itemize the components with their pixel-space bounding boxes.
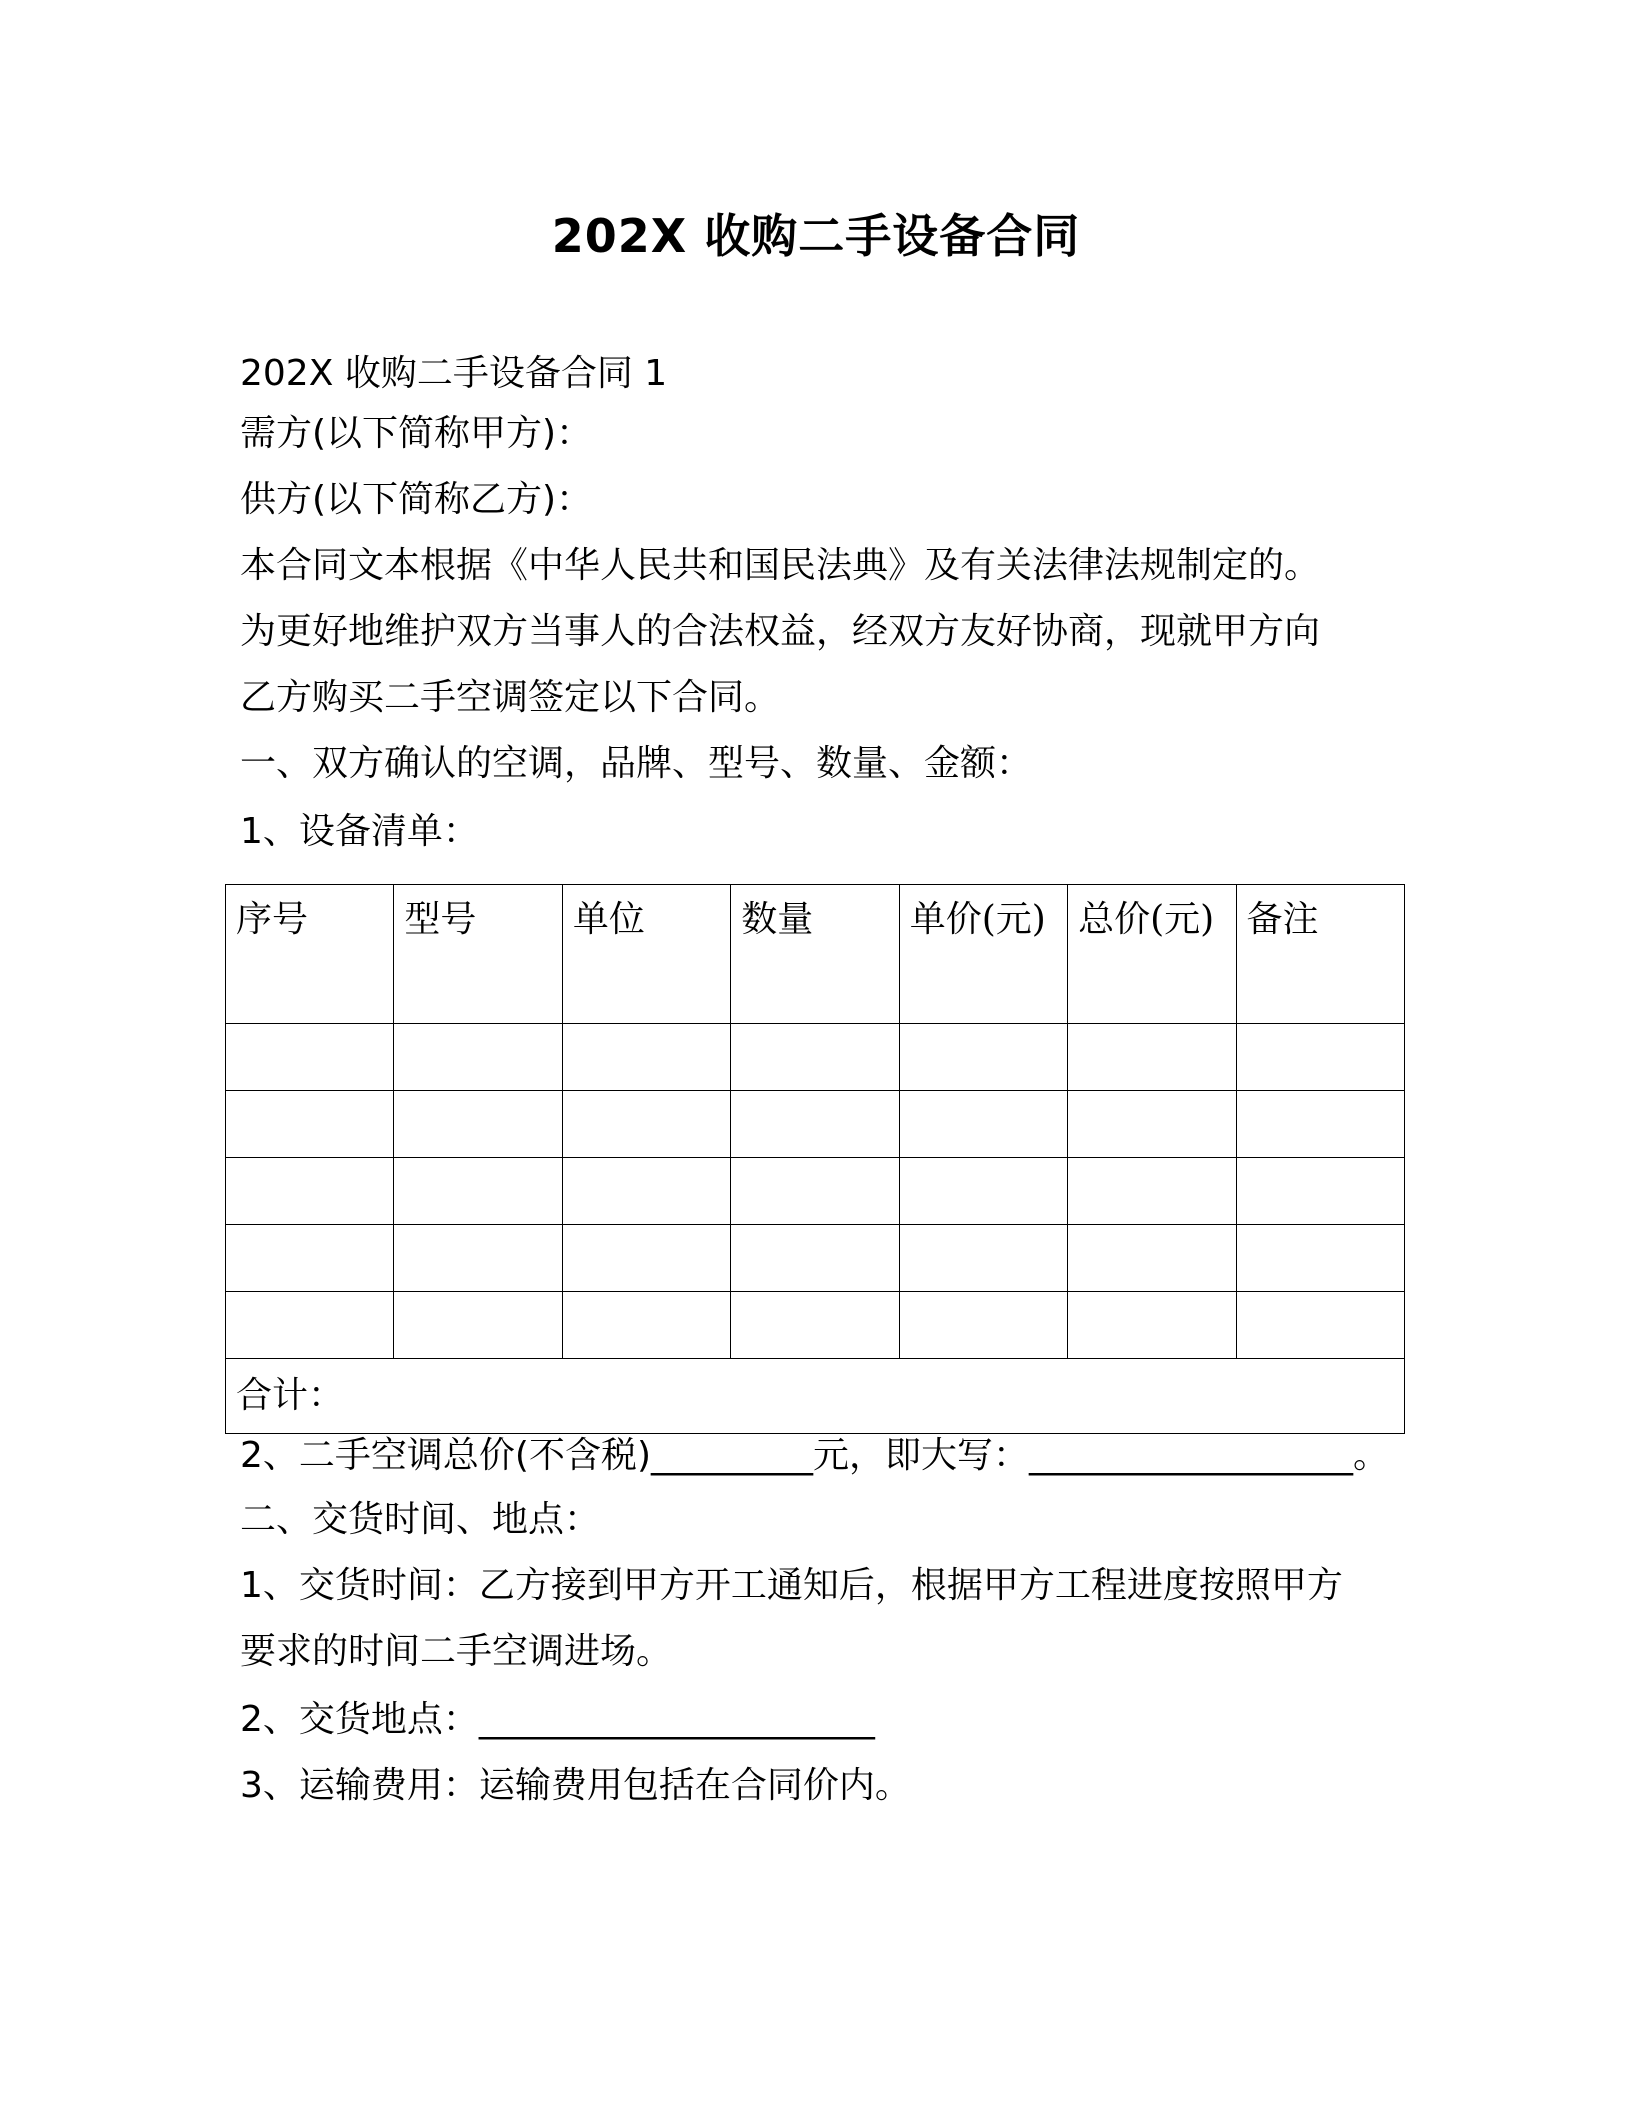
- table-cell: [731, 1292, 899, 1359]
- table-total-row: [226, 1359, 1405, 1434]
- table-cell: [731, 1225, 899, 1292]
- table-cell: [899, 1225, 1067, 1292]
- header-cell-total-price: 总价(元): [1068, 885, 1236, 1024]
- table-cell: [1236, 1158, 1404, 1225]
- table-row: [226, 1292, 1405, 1359]
- delivery-time-line-2: 要求的时间二手空调进场。: [240, 1631, 673, 1672]
- delivery-location-line: 2、交货地点：______________________: [240, 1699, 875, 1740]
- header-cell-quantity: 数量: [731, 885, 899, 1024]
- header-cell-model: 型号: [394, 885, 562, 1024]
- table-cell: [1068, 1024, 1236, 1091]
- table-cell: [1068, 1225, 1236, 1292]
- table-cell: [1068, 1292, 1236, 1359]
- table-cell: [731, 1091, 899, 1158]
- intro-paragraph-line-2: 为更好地维护双方当事人的合法权益，经双方友好协商，现就甲方向: [240, 611, 1321, 652]
- table-cell: [1236, 1225, 1404, 1292]
- table-row: [226, 1158, 1405, 1225]
- contract-subtitle: 202X 收购二手设备合同 1: [240, 353, 668, 394]
- intro-paragraph-line-1: 本合同文本根据《中华人民共和国民法典》及有关法律法规制定的。: [240, 545, 1321, 586]
- equipment-list-label: 1、设备清单：: [240, 811, 479, 852]
- table-cell: [731, 1158, 899, 1225]
- table-row: [226, 1024, 1405, 1091]
- buyer-line: 需方(以下简称甲方)：: [240, 413, 593, 454]
- table-cell: [394, 1225, 562, 1292]
- table-cell: [394, 1158, 562, 1225]
- header-cell-serial: 序号: [226, 885, 394, 1024]
- table-cell: [226, 1158, 394, 1225]
- seller-line: 供方(以下简称乙方)：: [240, 479, 593, 520]
- header-cell-unit-price: 单价(元): [899, 885, 1067, 1024]
- table-cell: [1236, 1091, 1404, 1158]
- table-cell: [899, 1024, 1067, 1091]
- table-cell: [1068, 1158, 1236, 1225]
- intro-paragraph-line-3: 乙方购买二手空调签定以下合同。: [240, 677, 781, 718]
- table-cell: [394, 1024, 562, 1091]
- table-cell: [899, 1091, 1067, 1158]
- document-title: 202X 收购二手设备合同: [551, 209, 1081, 263]
- table-cell: [226, 1292, 394, 1359]
- transport-cost-line: 3、运输费用：运输费用包括在合同价内。: [240, 1765, 911, 1806]
- table-cell: [562, 1292, 730, 1359]
- table-cell: [1236, 1024, 1404, 1091]
- table-cell: [226, 1091, 394, 1158]
- table-cell: [394, 1292, 562, 1359]
- table-header-row: [226, 885, 1405, 1024]
- header-cell-remarks: 备注: [1236, 885, 1404, 1024]
- table-cell: [394, 1091, 562, 1158]
- table-cell: [1068, 1091, 1236, 1158]
- table-cell: [731, 1024, 899, 1091]
- table-cell: [899, 1292, 1067, 1359]
- table-cell: [562, 1091, 730, 1158]
- delivery-time-line-1: 1、交货时间：乙方接到甲方开工通知后，根据甲方工程进度按照甲方: [240, 1565, 1343, 1606]
- table-cell: [899, 1158, 1067, 1225]
- section-1-heading: 一、双方确认的空调，品牌、型号、数量、金额：: [240, 743, 1033, 784]
- table-cell: [562, 1158, 730, 1225]
- section-2-heading: 二、交货时间、地点：: [240, 1499, 601, 1540]
- table-cell: [562, 1024, 730, 1091]
- table-row: [226, 1225, 1405, 1292]
- equipment-table: [225, 884, 1405, 1434]
- table-cell: [226, 1024, 394, 1091]
- table-cell: [226, 1225, 394, 1292]
- header-cell-unit: 单位: [562, 885, 730, 1024]
- total-price-line: 2、二手空调总价(不含税)_________元，即大写：__________________。: [240, 1435, 1389, 1476]
- total-label-cell: 合计：: [226, 1359, 1405, 1434]
- table-cell: [562, 1225, 730, 1292]
- table-row: [226, 1091, 1405, 1158]
- table-cell: [1236, 1292, 1404, 1359]
